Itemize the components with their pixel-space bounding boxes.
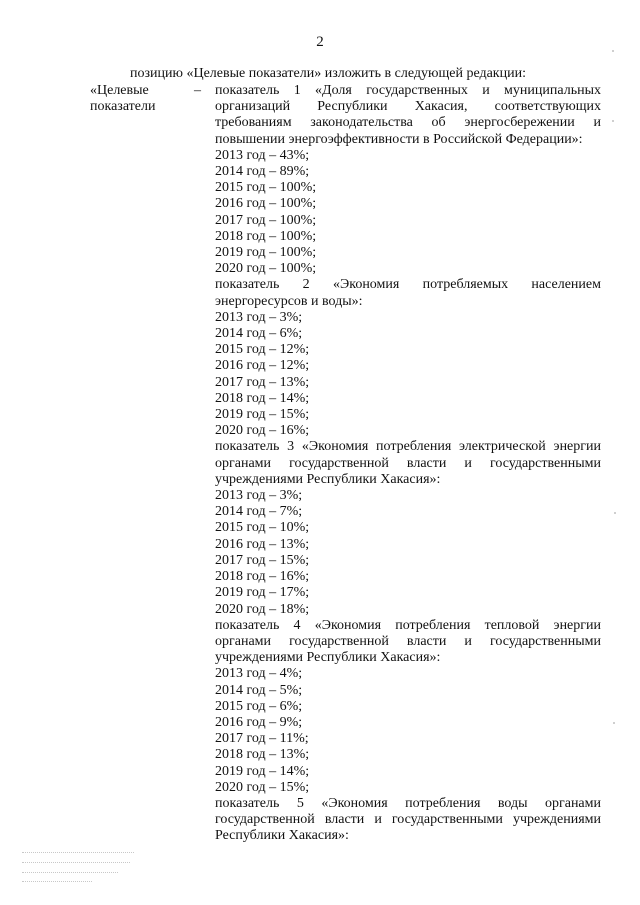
indicator-heading-line: государственной власти и государственными учреждениями bbox=[215, 812, 601, 828]
page-number: 2 bbox=[316, 34, 324, 50]
indicator-year-value: 2019 год – 100%; bbox=[215, 245, 317, 261]
indicator-block bbox=[215, 439, 601, 617]
indicator-heading-line: организаций Республики Хакасия, соответствующих bbox=[215, 99, 601, 115]
indicator-year-value: 2020 год – 15%; bbox=[215, 779, 310, 795]
indicator-year-value: 2018 год – 14%; bbox=[215, 390, 310, 406]
indicator-year-value: 2017 год – 15%; bbox=[215, 552, 310, 568]
indicator-year-value: 2016 год – 12%; bbox=[215, 358, 310, 374]
indicator-year-value: 2013 год – 3%; bbox=[215, 309, 303, 325]
indicator-year-value: 2013 год – 4%; bbox=[215, 666, 303, 682]
indicator-year-value: 2015 год – 10%; bbox=[215, 520, 310, 536]
indicator-year-value: 2019 год – 17%; bbox=[215, 585, 310, 601]
indicator-year-value: 2018 год – 16%; bbox=[215, 569, 310, 585]
indicator-year-value: 2013 год – 43%; bbox=[215, 147, 310, 163]
indicator-heading-line: требованиям законодательства об энергосбережении и bbox=[215, 115, 601, 131]
indicator-year-value: 2014 год – 6%; bbox=[215, 326, 303, 342]
indicator-year-value: 2014 год – 5%; bbox=[215, 682, 303, 698]
indicator-heading-line: показатель 5 «Экономия потребления воды органами bbox=[215, 795, 601, 811]
indicator-heading-line: показатель 3 «Экономия потребления электрической энергии bbox=[215, 439, 601, 455]
indicator-heading-line: учреждениями Республики Хакасия»: bbox=[215, 650, 441, 666]
indicator-year-value: 2018 год – 13%; bbox=[215, 747, 310, 763]
position-label bbox=[90, 83, 156, 115]
indicator-block bbox=[215, 83, 601, 277]
indicator-heading-line: показатель 2 «Экономия потребляемых населением bbox=[215, 277, 601, 293]
indicator-year-value: 2020 год – 18%; bbox=[215, 601, 310, 617]
indicator-year-value: 2014 год – 89%; bbox=[215, 164, 310, 180]
indicator-list bbox=[215, 83, 601, 845]
indicator-block bbox=[215, 796, 601, 845]
indicator-year-value: 2017 год – 100%; bbox=[215, 212, 317, 228]
indicator-heading-line: Республики Хакасия»: bbox=[215, 828, 349, 844]
document-stamp bbox=[22, 848, 140, 884]
indicator-year-value: 2015 год – 100%; bbox=[215, 180, 317, 196]
position-label-line: «Целевые bbox=[90, 83, 149, 98]
indicator-block bbox=[215, 618, 601, 796]
indicator-year-value: 2017 год – 11%; bbox=[215, 731, 309, 747]
indicator-year-value: 2019 год – 15%; bbox=[215, 407, 310, 423]
position-label-line: показатели bbox=[90, 99, 156, 115]
indicator-heading-line: повышении энергоэффективности в Российской Федерации»: bbox=[215, 131, 583, 147]
indicator-year-value: 2015 год – 6%; bbox=[215, 698, 303, 714]
indicator-year-value: 2019 год – 14%; bbox=[215, 763, 310, 779]
scan-mark bbox=[612, 120, 614, 122]
indicator-heading-line: показатель 4 «Экономия потребления тепловой энергии bbox=[215, 617, 601, 633]
indicator-year-value: 2017 год – 13%; bbox=[215, 374, 310, 390]
indicator-heading-line: органами государственной власти и государственными bbox=[215, 455, 601, 471]
indicator-year-value: 2016 год – 13%; bbox=[215, 536, 310, 552]
scan-mark bbox=[614, 512, 616, 514]
indicator-year-value: 2020 год – 16%; bbox=[215, 423, 310, 439]
indicator-heading-line: энергоресурсов и воды»: bbox=[215, 293, 363, 309]
intro-text: позицию «Целевые показатели» изложить в следующей редакции: bbox=[130, 66, 526, 81]
indicator-year-value: 2015 год – 12%; bbox=[215, 342, 310, 358]
indicator-year-value: 2016 год – 100%; bbox=[215, 196, 317, 212]
indicator-year-value: 2013 год – 3%; bbox=[215, 488, 303, 504]
scan-mark bbox=[613, 722, 615, 724]
indicator-heading-line: органами государственной власти и государственными bbox=[215, 633, 601, 649]
indicator-year-value: 2020 год – 100%; bbox=[215, 261, 317, 277]
label-dash: – bbox=[194, 83, 201, 98]
scan-mark bbox=[612, 50, 614, 52]
indicator-heading-line: показатель 1 «Доля государственных и муниципальных bbox=[215, 83, 601, 98]
indicator-year-value: 2014 год – 7%; bbox=[215, 504, 303, 520]
indicator-year-value: 2018 год – 100%; bbox=[215, 228, 317, 244]
indicator-block bbox=[215, 277, 601, 439]
indicator-year-value: 2016 год – 9%; bbox=[215, 714, 303, 730]
indicator-heading-line: учреждениями Республики Хакасия»: bbox=[215, 471, 441, 487]
